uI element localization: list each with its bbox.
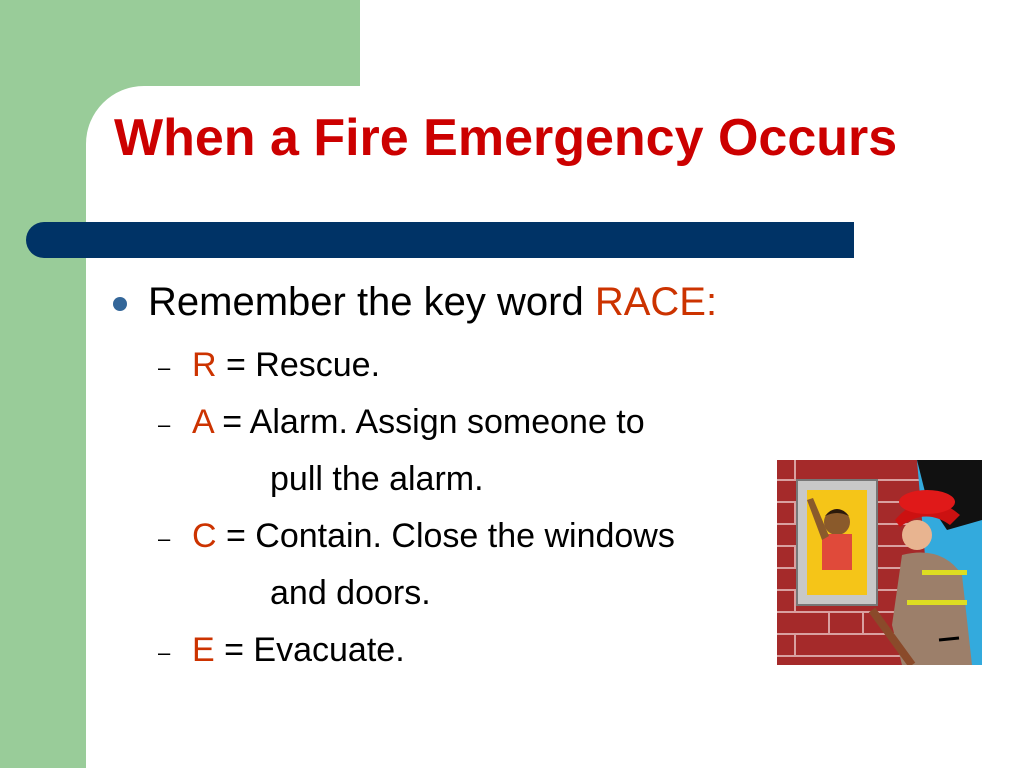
main-bullet-text: Remember the key word	[148, 280, 595, 324]
list-item-evacuate	[192, 631, 405, 670]
dash-icon: –	[158, 640, 171, 665]
item-text: = Alarm. Assign someone to	[212, 403, 645, 441]
item-text: = Contain. Close the windows	[216, 517, 675, 555]
list-item-alarm	[192, 403, 645, 442]
list-item-rescue	[192, 346, 380, 385]
title-underline-bar	[26, 222, 854, 258]
dash-icon: –	[158, 526, 171, 551]
letter-a: A	[192, 403, 213, 441]
firefighter-rescue-icon	[777, 460, 982, 665]
slide-title: When a Fire Emergency Occurs	[114, 109, 898, 167]
list-item-alarm-continuation: pull the alarm.	[270, 460, 484, 498]
main-bullet	[148, 280, 717, 325]
bullet-dot-icon	[113, 297, 127, 311]
dash-icon: –	[158, 355, 171, 380]
letter-e: E	[192, 631, 215, 669]
dash-icon: –	[158, 412, 171, 437]
keyword-race: RACE:	[594, 280, 718, 324]
item-text: = Rescue.	[216, 346, 381, 384]
list-item-contain	[192, 517, 675, 556]
letter-c: C	[192, 517, 217, 555]
letter-r: R	[192, 346, 217, 384]
list-item-contain-continuation: and doors.	[270, 574, 431, 612]
item-text: = Evacuate.	[214, 631, 405, 669]
